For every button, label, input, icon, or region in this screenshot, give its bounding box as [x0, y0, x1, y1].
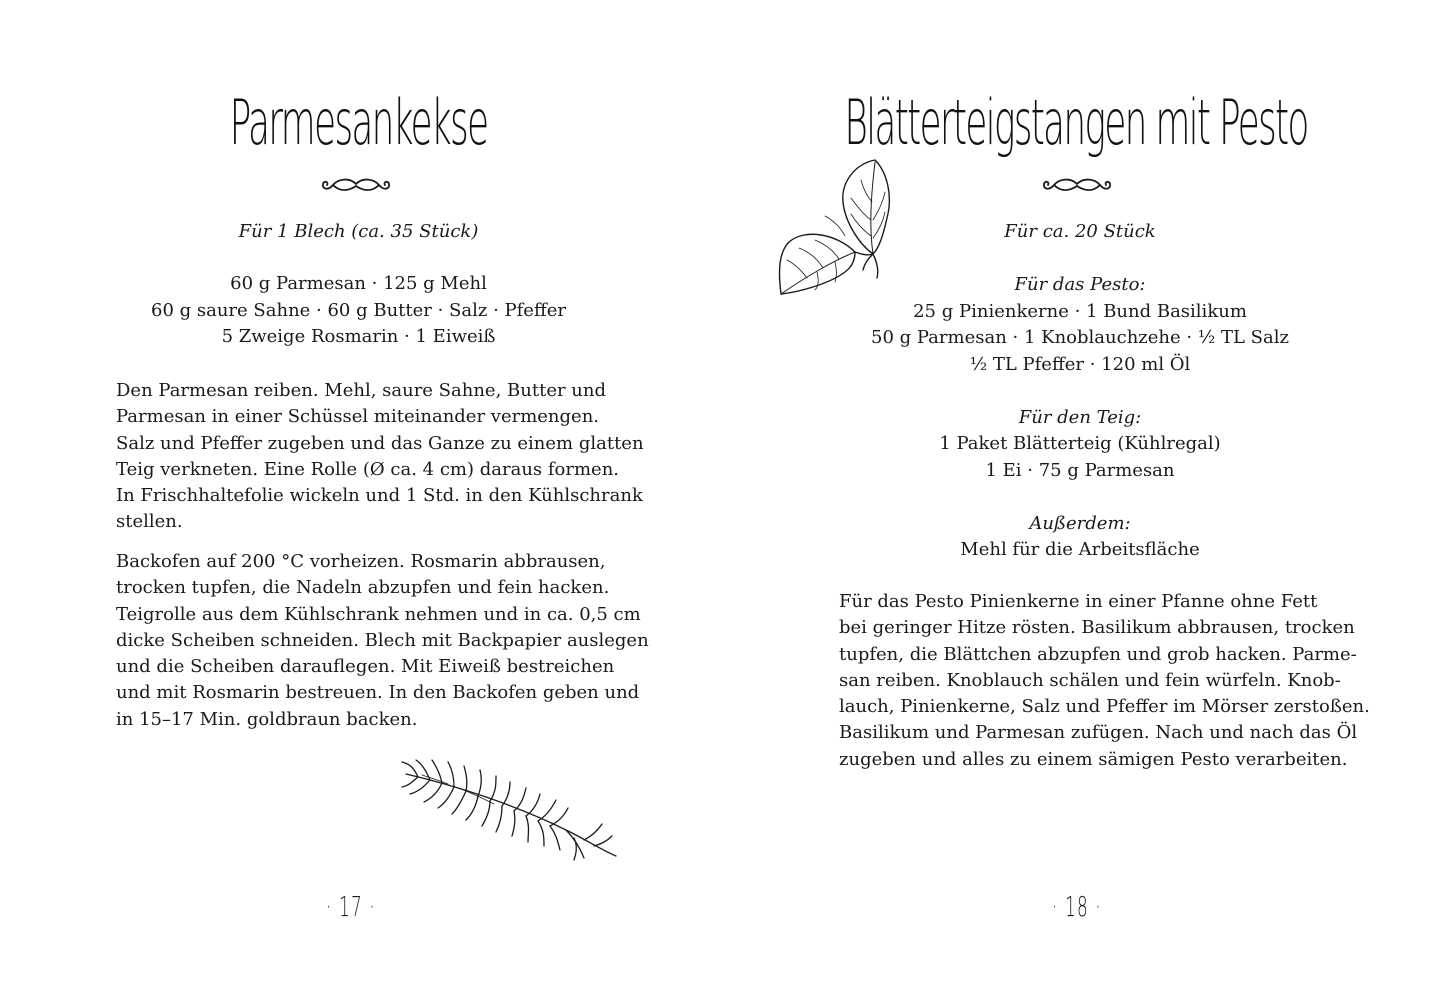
ingredient-line: 1 Ei · 75 g Parmesan — [985, 459, 1175, 481]
text-line: lauch, Pinienkerne, Salz und Pfeffer im Mörser zerstoßen. — [839, 696, 1370, 718]
ingredients-left — [0, 271, 717, 351]
mustache-ornament-icon — [316, 174, 396, 198]
ingredient-line: 25 g Pinienkerne · 1 Bund Basilikum — [913, 300, 1247, 322]
text-line: Salz und Pfeffer zugeben und das Ganze zu einem glatten — [116, 432, 644, 454]
ingredient-line: 50 g Parmesan · 1 Knoblauchzehe · ½ TL Salz — [871, 327, 1289, 348]
text-line: Teigrolle aus dem Kühlschrank nehmen und in ca. 0,5 cm — [116, 603, 641, 625]
left-page — [0, 0, 717, 1000]
right-page — [717, 0, 1435, 1000]
instructions-left-2 — [116, 549, 649, 733]
text-line: In Frischhaltefolie wickeln und 1 Std. in den Kühlschrank — [116, 485, 643, 507]
page-number-left: · 17 · — [326, 890, 376, 923]
ingredient-line: 60 g Parmesan · 125 g Mehl — [230, 273, 487, 294]
yield-left: Für 1 Blech (ca. 35 Stück) — [238, 221, 479, 242]
text-line: dicke Scheiben schneiden. Blech mit Backpapier auslegen — [116, 629, 649, 651]
extra-heading: Außerdem: — [1029, 512, 1131, 534]
recipe-title-right: Blätterteigstangen mit Pesto — [844, 86, 1308, 159]
text-line: tupfen, die Blättchen abzupfen und grob hacken. Parme- — [839, 643, 1357, 665]
text-line: bei geringer Hitze rösten. Basilikum abbrausen, trocken — [839, 617, 1355, 639]
instructions-left-1 — [116, 378, 644, 536]
text-line: Den Parmesan reiben. Mehl, saure Sahne, Butter und — [116, 380, 606, 401]
ingredient-line: 5 Zweige Rosmarin · 1 Eiweiß — [221, 326, 496, 347]
text-line: san reiben. Knoblauch schälen und fein würfeln. Knob- — [839, 669, 1341, 691]
text-line: zugeben und alles zu einem sämigen Pesto verarbeiten. — [839, 748, 1348, 770]
page-number-right: · 18 · — [1052, 890, 1102, 923]
text-line: Basilikum und Parmesan zufügen. Nach und nach das Öl — [839, 722, 1358, 744]
text-line: Backofen auf 200 °C vorheizen. Rosmarin abbrausen, — [116, 551, 606, 572]
ingredient-line: Mehl für die Arbeitsfläche — [960, 539, 1200, 560]
text-line: stellen. — [116, 511, 183, 533]
rosemary-sprig-icon — [398, 756, 628, 866]
ingredient-line: 1 Paket Blätterteig (Kühlregal) — [939, 433, 1221, 454]
text-line: in 15–17 Min. goldbraun backen. — [116, 708, 418, 730]
mustache-ornament-icon — [1037, 174, 1117, 198]
pesto-heading: Für das Pesto: — [1014, 274, 1146, 295]
text-line: und mit Rosmarin bestreuen. In den Backofen geben und — [116, 682, 640, 704]
ingredient-line: ½ TL Pfeffer · 120 ml Öl — [969, 353, 1191, 375]
dough-heading: Für den Teig: — [1018, 406, 1142, 428]
instructions-right — [839, 589, 1370, 773]
text-line: Für das Pesto Pinienkerne in einer Pfanne ohne Fett — [839, 591, 1318, 612]
text-line: Teig verkneten. Eine Rolle (Ø ca. 4 cm) daraus formen. — [116, 458, 620, 480]
ingredients-right — [717, 272, 1435, 564]
recipe-title-left: Parmesankekse — [229, 86, 488, 159]
text-line: trocken tupfen, die Nadeln abzupfen und fein hacken. — [116, 577, 610, 599]
text-line: Parmesan in einer Schüssel miteinander vermengen. — [116, 406, 600, 428]
yield-right: Für ca. 20 Stück — [1004, 221, 1156, 242]
ingredient-line: 60 g saure Sahne · 60 g Butter · Salz · Pfeffer — [151, 299, 566, 321]
text-line: und die Scheiben darauflegen. Mit Eiweiß bestreichen — [116, 656, 615, 678]
